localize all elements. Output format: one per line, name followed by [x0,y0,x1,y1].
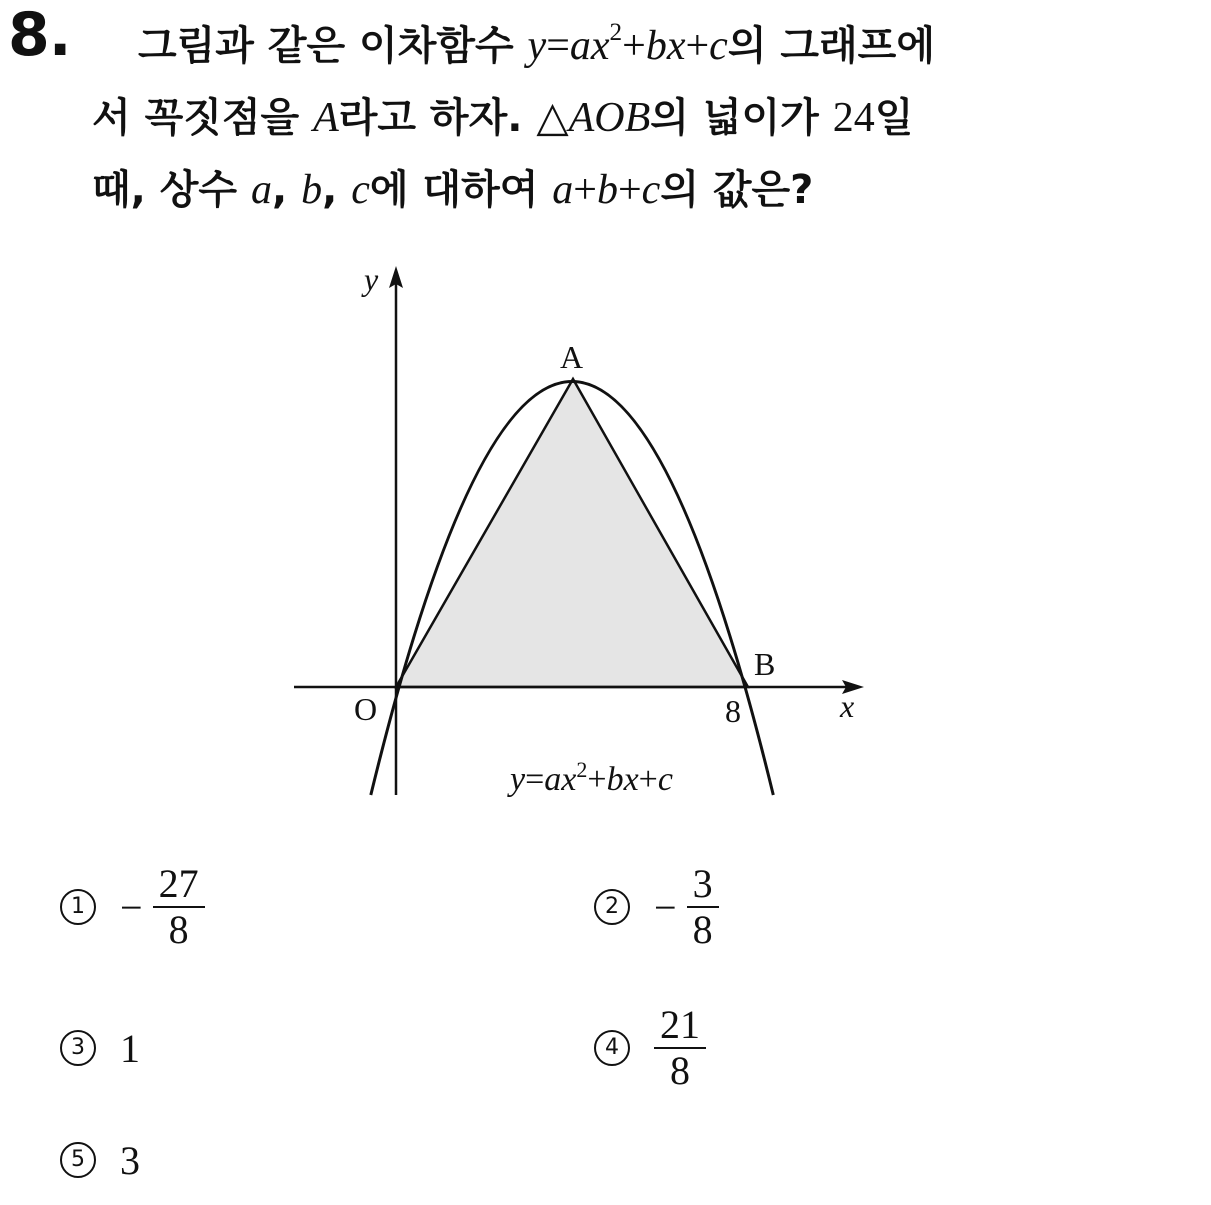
choice-4[interactable] [594,1003,706,1093]
choice-marker-3: 3 [60,1030,96,1066]
choice-3-value: 1 [120,1025,140,1071]
choice-5-value: 3 [120,1137,140,1183]
choice-2-fraction: $\frac{3}{8}$ [687,862,719,952]
question-text-line-3: 때, 상수 a, b, c에 대하여 a+b+c의 값은? [92,167,814,213]
choice-2[interactable] [594,862,719,952]
choice-3[interactable] [60,1003,140,1093]
choice-1-fraction: $\frac{27}{8}$ [153,862,205,952]
choice-marker-1: 1 [60,889,96,925]
x-axis-label: x [840,688,855,724]
choice-marker-2: 2 [594,889,630,925]
choice-marker-5: 5 [60,1142,96,1178]
question-text-line-1: 그림과 같은 이차함수 $y=ax^2+bx+c$의 그래프에 [138,19,935,69]
choice-2-sign: − [654,884,677,930]
point-b-label: B [754,646,776,682]
origin-label: O [354,691,378,727]
curve-equation-label: $y=ax^2+bx+c$ [510,757,673,798]
choice-4-fraction: $\frac{21}{8}$ [654,1003,706,1093]
choice-1-sign: − [120,884,143,930]
choice-1[interactable] [60,862,205,952]
parabola-figure [280,250,900,810]
choice-5[interactable] [60,1115,140,1205]
vertex-label: A [560,339,584,375]
question-number: 8. [8,0,71,70]
b-tick-label: 8 [725,693,741,729]
choice-marker-4: 4 [594,1030,630,1066]
y-axis-label: y [364,261,379,297]
question-text-line-2: 서 꼭짓점을 A라고 하자. △AOB의 넓이가 24일 [92,95,914,141]
